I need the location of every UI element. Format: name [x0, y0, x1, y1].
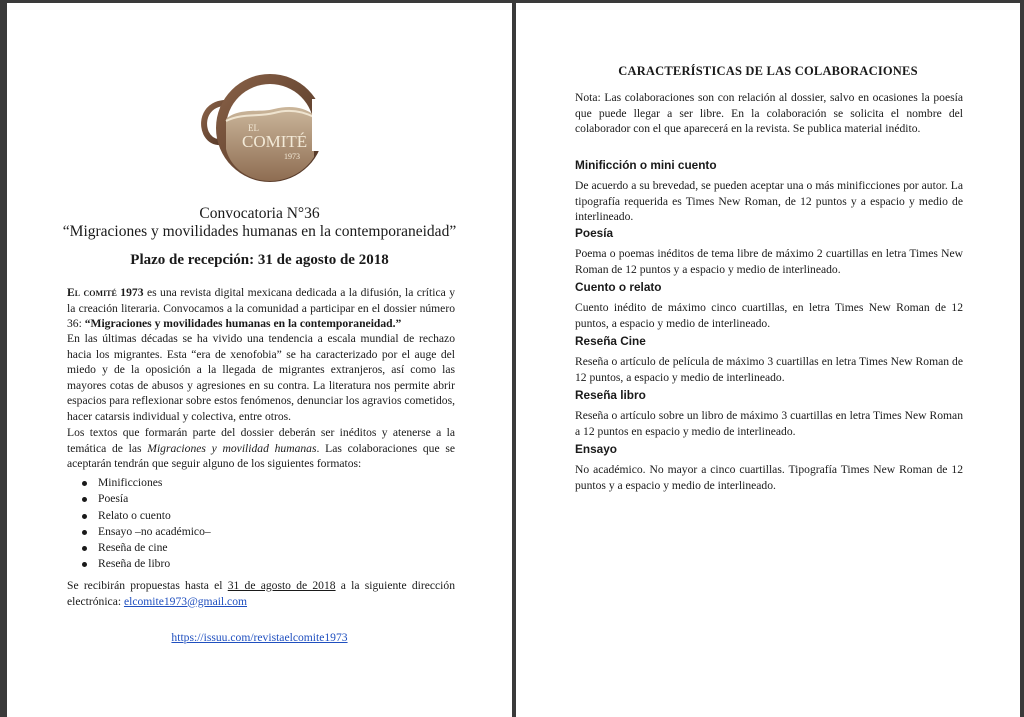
section-body-resena-libro: Reseña o artículo sobre un libro de máximo 3 cuartillas en letra Times New Roman a 12 puntos en espacio y medio de interlineado.	[575, 409, 963, 438]
call-title: Convocatoria N°36	[199, 205, 320, 222]
format-label: Ensayo –no académico–	[98, 524, 211, 538]
email-link[interactable]: elcomite1973@gmail.com	[123, 594, 248, 608]
bullet-icon	[82, 514, 87, 519]
section-heading-minificcion: Minificción o mini cuento	[575, 158, 717, 172]
format-label: Reseña de libro	[98, 557, 171, 571]
bullet-icon	[82, 481, 87, 486]
closing-text-b: a la siguiente dirección electrónica:	[67, 579, 455, 608]
intro-text: es una revista digital mexicana dedicada a la difusión, la crítica y la creación literaria. Convocamos a la comunidad a participar en el dossier número 36:	[67, 286, 455, 330]
list-item	[80, 475, 380, 491]
context-paragraph: En las últimas décadas se ha vivido una tendencia a escala mundial de rechazo hacia los migrantes. Esta “era de xenofobia” se ha caracterizado por el auge del miedo y de la oposición a la llegada de migrantes extranjeros, así como las mayores cotas de abusos y agresiones en su contra. La literatura nos permite abrir espacios para reflexionar sobre estos fenómenos, denunciar los agravios cometidos, hacer catarsis individual y colectiva, entre otros.	[67, 332, 455, 423]
theme-italic: Migraciones y movilidad humanas	[147, 441, 317, 455]
section-body-resena-cine: Reseña o artículo de película de máximo 3 cuartillas en letra Times New Roman de 12 puntos, a espacio y medio de interlineado.	[575, 355, 963, 384]
features-title: CARACTERÍSTICAS DE LAS COLABORACIONES	[618, 64, 918, 78]
format-label: Relato o cuento	[98, 508, 171, 522]
section-heading-ensayo: Ensayo	[575, 442, 617, 456]
requirements-text-b: . Las colaboraciones que se aceptarán tendrán que seguir alguno de los siguientes formatos:	[67, 441, 455, 470]
format-label: Minificciones	[98, 476, 163, 489]
requirements-text-a: Los textos que formarán parte del dossier deberán ser inéditos y atenerse a la temática de las	[67, 426, 455, 455]
section-body-ensayo: No académico. No mayor a cinco cuartillas. Tipografía Times New Roman de 12 puntos y a espacio y medio de interlineado.	[575, 463, 963, 492]
dossier-title: “Migraciones y movilidades humanas en la contemporaneidad.”	[84, 317, 402, 330]
formats-list	[80, 475, 380, 573]
section-heading-resena-libro: Reseña libro	[575, 388, 646, 402]
list-item	[80, 491, 380, 507]
call-subtitle: “Migraciones y movilidades humanas en la contemporaneidad”	[62, 223, 457, 240]
page-2	[516, 3, 1020, 717]
closing-text-a: Se recibirán propuestas hasta el	[67, 579, 228, 592]
el-comite-logo	[200, 69, 330, 187]
format-label: Reseña de cine	[98, 541, 168, 555]
closing-paragraph	[67, 578, 455, 609]
section-heading-resena-cine: Reseña Cine	[575, 334, 646, 348]
deadline-heading: Plazo de recepción: 31 de agosto de 2018	[130, 252, 389, 268]
note-paragraph: Nota: Las colaboraciones son con relación al dossier, salvo en ocasiones la poesía que puede llegar a ser libre. En la colaboración se solicita el nombre del colaborador con el que aparecerá en la revista. Se publica material inédito.	[575, 91, 963, 135]
issuu-link[interactable]: https://issuu.com/revistaelcomite1973	[171, 631, 348, 644]
list-item	[80, 524, 380, 540]
list-item	[80, 540, 380, 556]
section-body-cuento: Cuento inédito de máximo cinco cuartillas, en letra Times New Roman de 12 puntos, a espacio y medio de interlineado.	[575, 301, 963, 330]
brand-name: El comité 1973	[67, 286, 144, 299]
issuu-link-row	[7, 631, 512, 644]
intro-paragraph	[67, 285, 455, 332]
bullet-icon	[82, 530, 87, 535]
logo-text-el: EL	[248, 123, 259, 133]
logo-text-year: 1973	[284, 152, 300, 161]
bullet-icon	[82, 562, 87, 567]
bullet-icon	[82, 546, 87, 551]
requirements-paragraph	[67, 425, 455, 472]
list-item	[80, 556, 380, 572]
page-1	[7, 3, 512, 717]
deadline-date: 31 de agosto de 2018	[227, 579, 336, 592]
section-body-minificcion: De acuerdo a su brevedad, se pueden aceptar una o más minificciones por autor. La tipografía requerida es Times New Roman, de 12 puntos y a espacio y medio de interlineado.	[575, 179, 963, 223]
logo-text-comite: COMITÉ	[242, 132, 308, 151]
section-heading-cuento: Cuento o relato	[575, 280, 662, 294]
bullet-icon	[82, 497, 87, 502]
section-body-poesia: Poema o poemas inéditos de tema libre de máximo 2 cuartillas en letra Times New Roman de 12 puntos y a espacio y medio de interlineado.	[575, 247, 963, 276]
section-heading-poesia: Poesía	[575, 226, 614, 240]
list-item	[80, 508, 380, 524]
format-label: Poesía	[98, 492, 129, 506]
